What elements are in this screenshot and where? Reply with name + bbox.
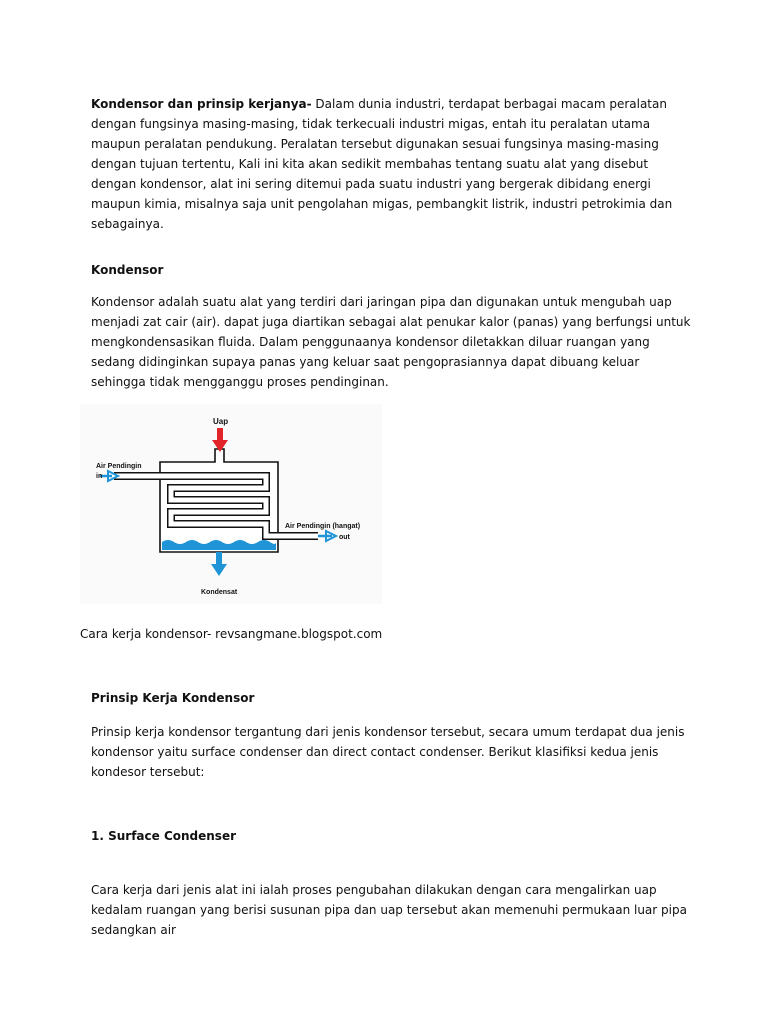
cooling-water-out-arrow [318,531,336,541]
label-uap: Uap [213,417,229,426]
heading-surface-condenser: 1. Surface Condenser [91,829,237,843]
label-in: in [96,473,103,480]
intro-paragraph [91,94,691,234]
condenser-diagram-svg [80,404,382,604]
kondensor-definition-paragraph: Kondensor adalah suatu alat yang terdiri dari jaringan pipa dan digunakan untuk mengubah uap menjadi zat cair (air). dapat juga diartikan sebagai alat penukar kalor (panas) yang berfungsi untuk mengkondensasikan fluida. Dalam penggunaanya kondensor diletakkan diluar ruangan yang sedang didinginkan supaya panas yang keluar saat pengoprasiannya dapat dibuang keluar sehingga tidak mengganggu proses pendinginan. [91,295,691,389]
condensate-outlet-arrow [211,552,227,576]
figure-caption: Cara kerja kondensor- revsangmane.blogspot.com [80,627,383,641]
label-kondensat: Kondensat [201,589,238,596]
intro-body: Dalam dunia industri, terdapat berbagai macam peralatan dengan fungsinya masing-masing, tidak terkecuali industri migas, entah itu peralatan utama maupun peralatan pendukung. Peralatan tersebut digunakan sesuai fungsinya masing-masing dengan tujuan tertentu, Kali ini kita akan sedikit membahas tentang suatu alat yang disebut dengan kondensor, alat ini sering ditemui pada suatu industri yang bergerak dibidang energi maupun kimia, misalnya saja unit pengolahan migas, pembangkit listrik, industri petrokimia dan sebagainya. [91,97,673,231]
heading-kondensor: Kondensor [91,263,164,277]
label-out: out [339,534,350,541]
heading-prinsip-kerja: Prinsip Kerja Kondensor [91,691,255,705]
label-air-pendingin-in: Air Pendingin [96,463,142,470]
prinsip-paragraph: Prinsip kerja kondensor tergantung dari jenis kondensor tersebut, secara umum terdapat dua jenis kondensor yaitu surface condenser dan direct contact condenser. Berikut klasifiksi kedua jenis kondesor tersebut: [91,725,685,779]
condenser-diagram [80,404,382,604]
label-air-pendingin-hangat: Air Pendingin (hangat) [285,523,361,530]
intro-lead: Kondensor dan prinsip kerjanya- [91,97,312,111]
surface-condenser-paragraph: Cara kerja dari jenis alat ini ialah proses pengubahan dilakukan dengan cara mengalirkan uap kedalam ruangan yang berisi susunan pipa dan uap tersebut akan memenuhi permukaan luar pipa sedangkan air [91,883,687,937]
